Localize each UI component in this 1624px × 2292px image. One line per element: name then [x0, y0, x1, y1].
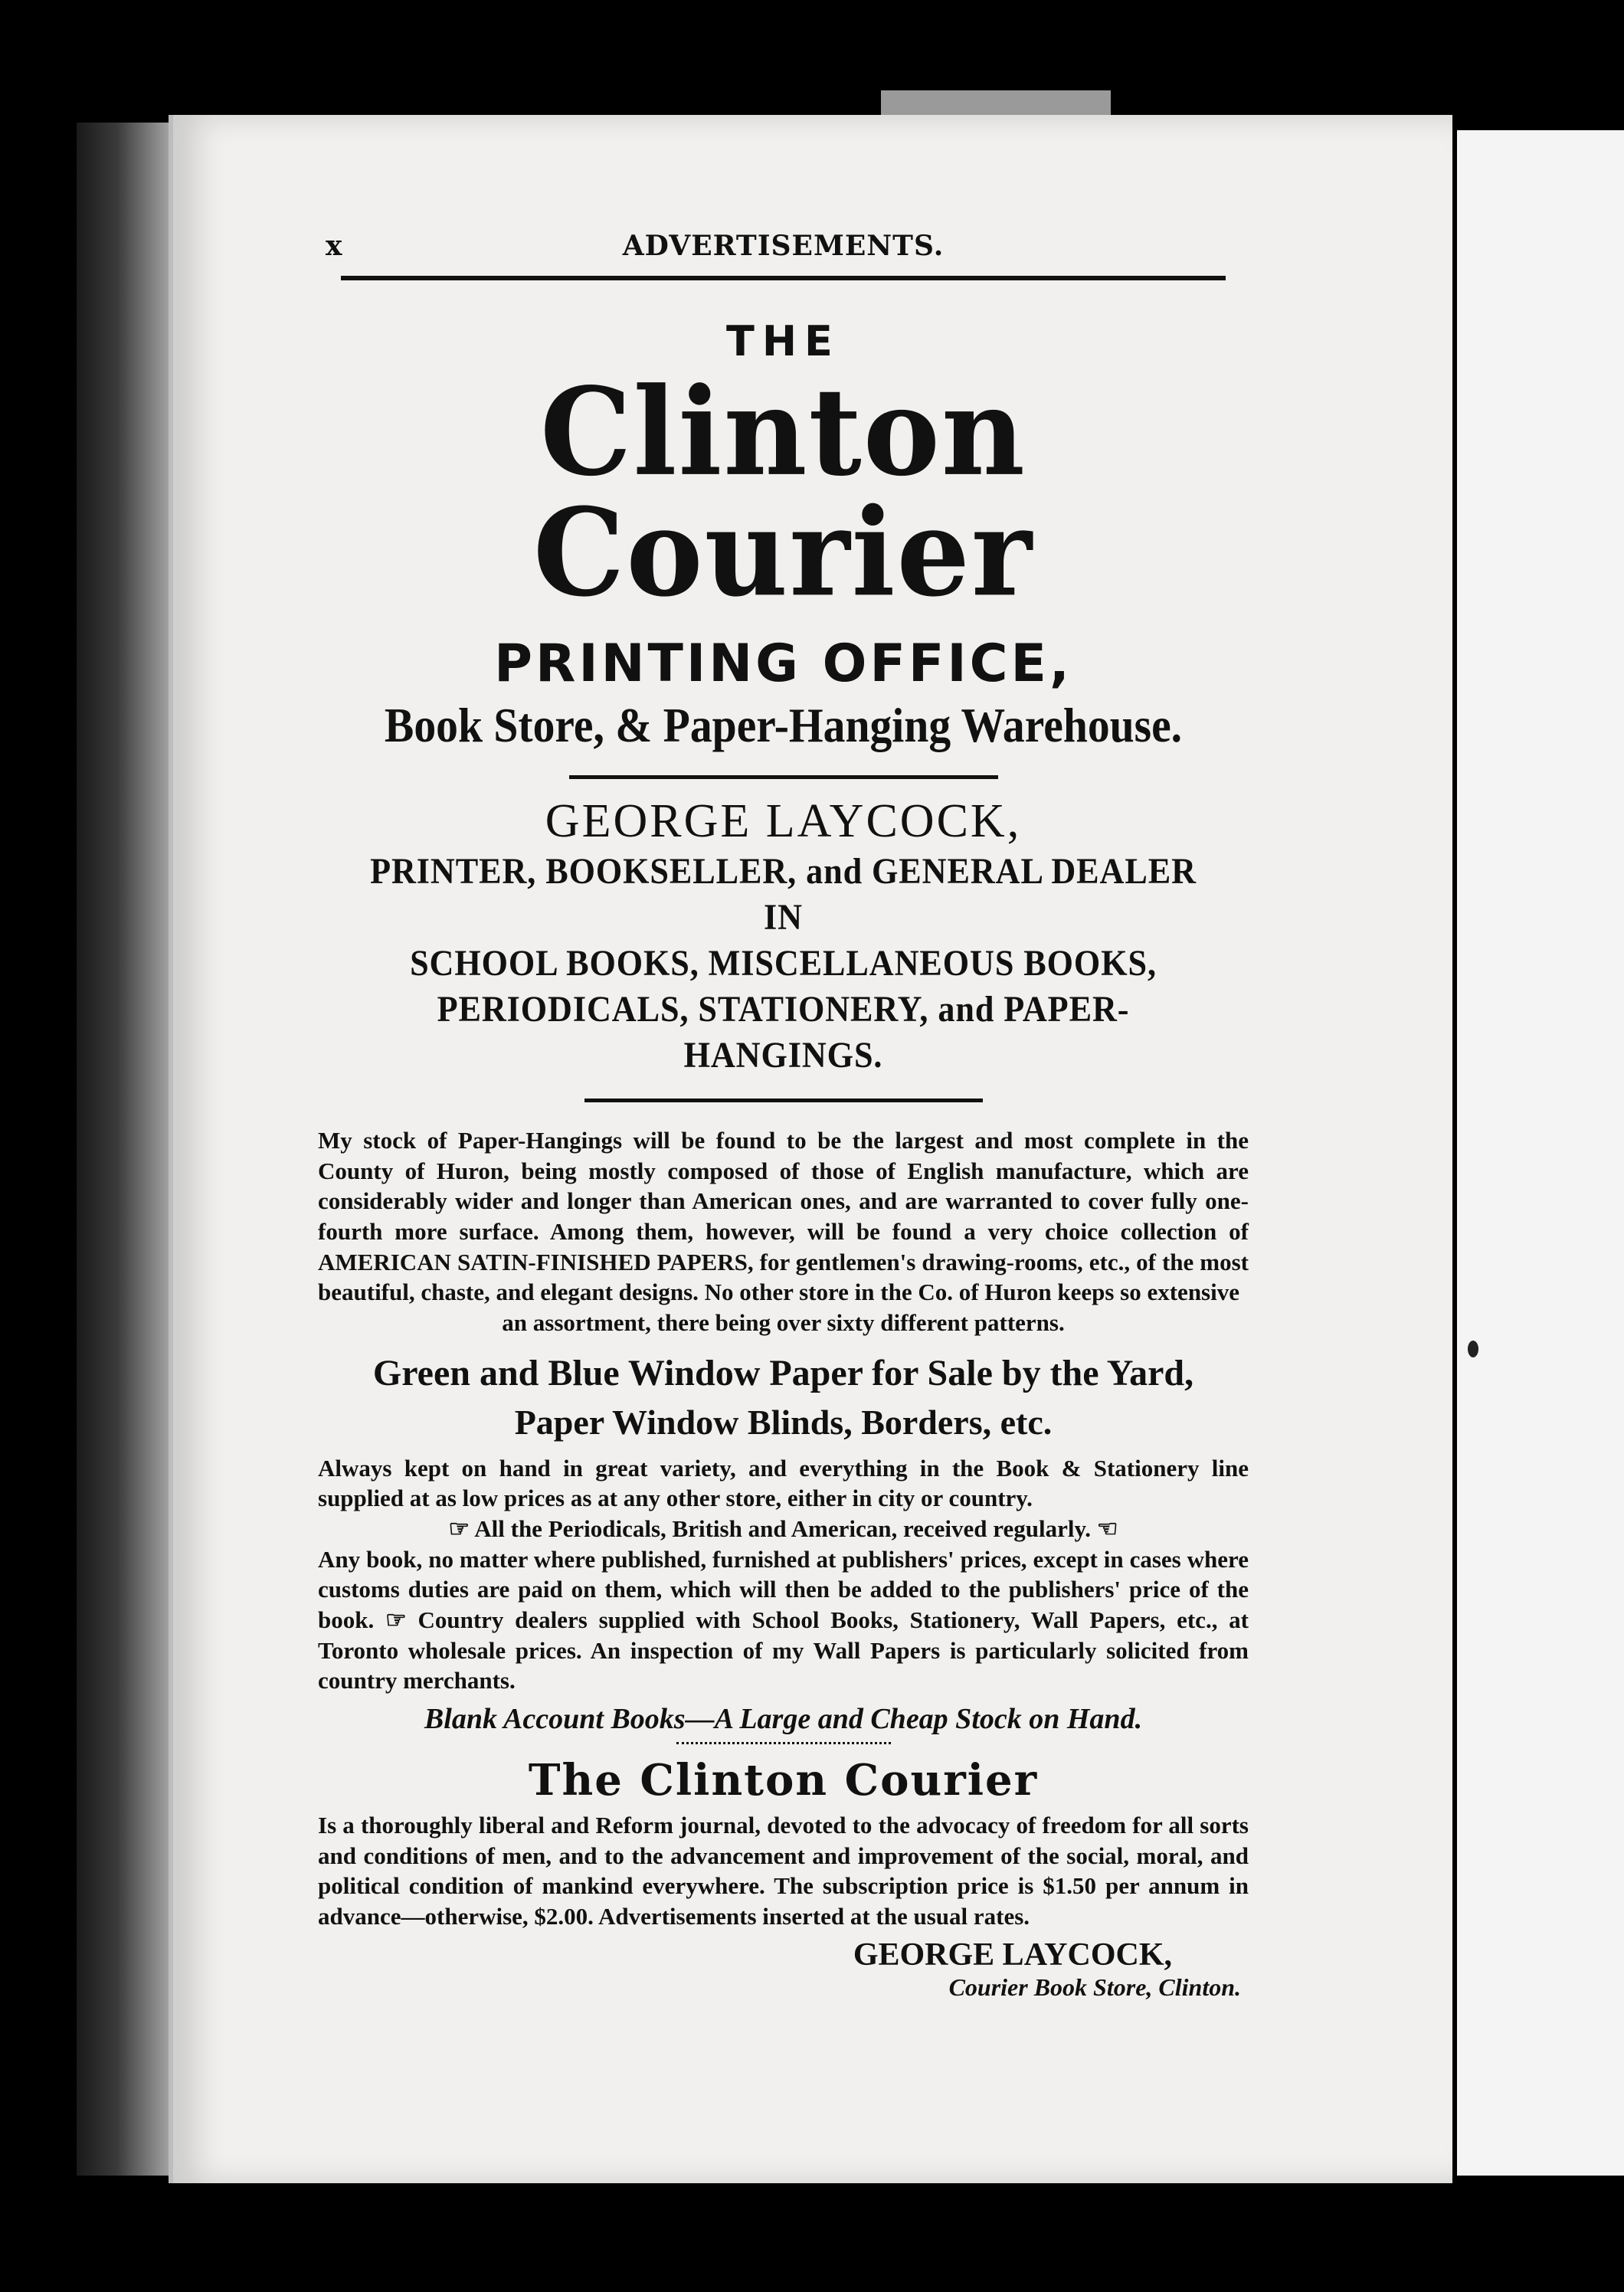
facing-page	[1457, 130, 1624, 2176]
proprietor-name: GEORGE LAYCOCK,	[545, 795, 1022, 847]
masthead: Clinton Courier	[533, 361, 1033, 624]
stationery-paragraph	[318, 1453, 1249, 1696]
trade-line: PRINTER, BOOKSELLER, and GENERAL DEALER IN	[370, 851, 1197, 938]
the-label: THE	[726, 317, 840, 365]
section-rule	[569, 775, 998, 779]
window-blinds-line: Paper Window Blinds, Borders, etc.	[514, 1402, 1053, 1442]
periodicals-line: ☞ All the Periodicals, British and American, received regularly. ☜	[448, 1515, 1118, 1543]
journal-paragraph: Is a thoroughly liberal and Reform journal, devoted to the advocacy of freedom for all sorts and conditions of men, and to the advancement and improvement of the social, moral, and political condition of mankind everywhere. The subscription price is $1.50 per annum in advance—otherwise, $2.00. Advertisements inserted at the usual rates.	[318, 1812, 1249, 1930]
trade-line: SCHOOL BOOKS, MISCELLANEOUS BOOKS,	[410, 943, 1157, 984]
paragraph-text: Always kept on hand in great variety, and everything in the Book & Stationery line supplied at as low prices as at any other store, either in city or country.	[318, 1454, 1249, 1512]
paragraph-text: Any book, no matter where published, furnished at publishers' prices, except in cases where customs duties are paid on them, which will then be added to the publishers' price of the book. ☞ Country dealers supplied with School Books, Stationery, Wall Papers, etc., at Toronto wholesale prices. An inspection of my Wall Papers is particularly solicited from country merchants.	[318, 1545, 1249, 1694]
window-paper-line: Green and Blue Window Paper for Sale by the Yard,	[372, 1352, 1194, 1393]
advertisement-content	[318, 230, 1249, 2002]
running-header	[318, 230, 1249, 268]
header-title: ADVERTISEMENTS.	[622, 230, 945, 262]
section-rule	[584, 1099, 983, 1102]
printing-office-heading: PRINTING OFFICE,	[494, 634, 1072, 694]
bookstore-heading: Book Store, & Paper-Hanging Warehouse.	[384, 698, 1183, 752]
header-rule	[341, 276, 1226, 280]
paragraph-end: an assortment, there being over sixty different patterns.	[502, 1309, 1065, 1337]
ink-mark	[1468, 1341, 1478, 1357]
page-number: x	[326, 230, 342, 262]
paper-hangings-paragraph	[318, 1125, 1249, 1338]
blank-books-line: Blank Account Books—A Large and Cheap Stock on Hand.	[424, 1703, 1143, 1736]
trade-line: PERIODICALS, STATIONERY, and PAPER-HANGINGS.	[437, 989, 1130, 1076]
courier-heading: The Clinton Courier	[528, 1755, 1039, 1806]
signature-name: GEORGE LAYCOCK,	[853, 1937, 1172, 1973]
signature-place: Courier Book Store, Clinton.	[948, 1973, 1241, 2001]
dotted-rule	[676, 1742, 891, 1744]
paragraph-text: My stock of Paper-Hangings will be found to be the largest and most complete in the County of Huron, being mostly composed of those of English manufacture, which are considerably wider and longer than American ones, and are warranted to cover fully one-fourth more surface. Among them, however, will be found a very choice collection of AMERICAN SATIN-FINISHED PAPERS, for gentlemen's drawing-rooms, etc., of the most beautiful, chaste, and elegant designs. No other store in the Co. of Huron keeps so extensive	[318, 1127, 1249, 1306]
